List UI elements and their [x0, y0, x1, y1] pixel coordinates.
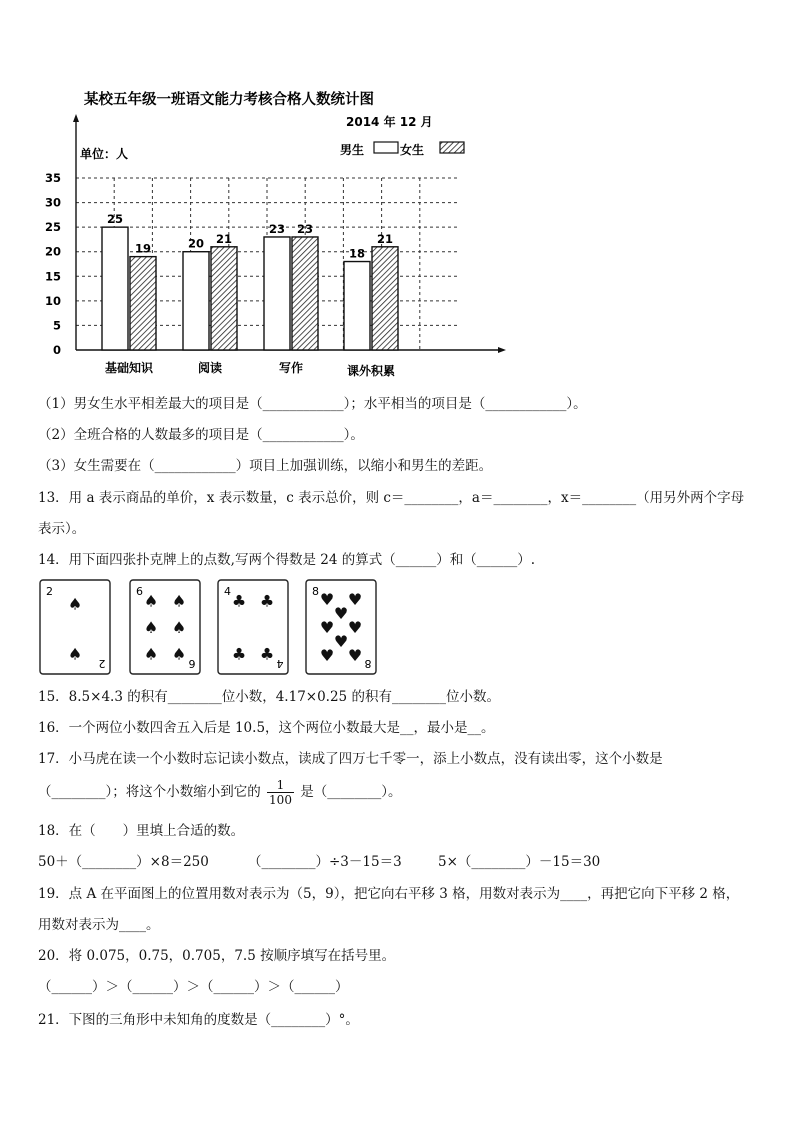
bar-value-label: 21	[376, 231, 394, 246]
card-suit-pip: ♣	[231, 591, 247, 611]
q17-line2-start: （________）；将这个小数缩小到它的	[38, 784, 261, 800]
q12-part3: （3）女生需要在（____________）项目上加强训练，以缩小和男生的差距。	[38, 458, 493, 474]
card-rank-inverted: 6	[188, 657, 196, 670]
card-suit-pip: ♥	[347, 589, 363, 609]
q14-text: 14．用下面四张扑克牌上的点数,写两个得数是 24 的算式（______）和（______）.	[38, 552, 536, 568]
card-suit-pip: ♥	[333, 632, 349, 652]
bar-male	[183, 252, 209, 350]
bar-male	[344, 262, 370, 350]
q18-equation-2: （________）÷3－15＝3	[248, 854, 402, 870]
y-tick-label: 25	[44, 220, 61, 235]
y-tick-label: 30	[44, 195, 61, 210]
card-suit-pip: ♠	[143, 644, 159, 664]
x-tick-label: 课外积累	[346, 364, 396, 378]
card-suit-pip: ♣	[231, 644, 247, 664]
bar-chart	[38, 82, 518, 382]
card-suit-pip: ♥	[319, 646, 335, 666]
fraction-one-hundredth	[267, 778, 294, 807]
card-suit-pip: ♠	[171, 644, 187, 664]
card-suit-pip: ♣	[259, 644, 275, 664]
q17-line2	[38, 778, 402, 807]
bar-value-label: 23	[268, 221, 286, 236]
x-tick-label: 阅读	[197, 361, 223, 375]
q19-line1: 19．点 A 在平面图上的位置用数对表示为（5，9），把它向右平移 3 格，用数对表示为____，再把它向下平移 2 格，	[38, 886, 740, 902]
y-axis-arrow	[73, 114, 79, 122]
bar-female	[292, 237, 318, 350]
legend-male-swatch	[374, 142, 398, 153]
chart-unit-label: 单位：人	[80, 147, 129, 161]
q13-line2: 表示）。	[38, 521, 86, 537]
y-tick-label: 35	[44, 171, 61, 185]
card-rank-inverted: 4	[276, 657, 284, 670]
card-suit-pip: ♥	[333, 603, 349, 623]
bar-male	[102, 227, 128, 350]
q18-line1: 18．在（ ）里填上合适的数。	[38, 823, 245, 839]
q17-line1: 17．小马虎在读一个小数时忘记读小数点，读成了四万七千零一，添上小数点，没有读出零，这个小数是	[38, 751, 663, 767]
card-suit-pip: ♥	[319, 618, 335, 637]
bar-value-label: 18	[348, 246, 366, 261]
y-tick-label: 10	[44, 293, 61, 308]
card-suit-pip: ♠	[67, 594, 83, 614]
q13-line1: 13．用 a 表示商品的单价，x 表示数量，c 表示总价，则 c＝________，a＝________，x＝________（用另外两个字母	[38, 490, 745, 506]
q20-line1: 20．将 0.075，0.75，0.705，7.5 按顺序填写在括号里。	[38, 948, 396, 964]
y-tick-label: 0	[52, 343, 61, 357]
q20-line2: （______）＞（______）＞（______）＞（______）	[38, 979, 349, 995]
card-suit-pip: ♠	[171, 591, 187, 611]
bar-value-label: 23	[296, 221, 314, 236]
y-tick-label: 5	[52, 318, 61, 333]
x-tick-label: 基础知识	[104, 361, 154, 375]
q15-text: 15．8.5×4.3 的积有________位小数，4.17×0.25 的积有________位小数。	[38, 689, 500, 705]
bar-value-label: 25	[106, 212, 124, 227]
playing-cards	[38, 578, 398, 678]
card-rank-inverted: 8	[364, 657, 372, 670]
card-rank: 2	[46, 585, 53, 598]
q16-text: 16．一个两位小数四舍五入后是 10.5，这个两位小数最大是__，最小是__。	[38, 720, 495, 736]
legend-female-swatch	[440, 142, 464, 153]
card-suit-pip: ♥	[319, 589, 335, 609]
bar-value-label: 19	[134, 241, 152, 256]
legend-female-label: 女生	[400, 143, 425, 157]
y-tick-label: 15	[44, 269, 61, 284]
legend-male-label: 男生	[340, 143, 365, 157]
bar-value-label: 20	[187, 236, 205, 251]
card-rank-inverted: 2	[98, 657, 106, 670]
fraction-numerator: 1	[267, 778, 294, 793]
card-rank: 6	[136, 585, 143, 598]
q12-part2: （2）全班合格的人数最多的项目是（____________）。	[38, 427, 364, 443]
q18-equation-3: 5×（________）－15＝30	[438, 854, 601, 870]
chart-title: 某校五年级一班语文能力考核合格人数统计图	[84, 92, 374, 108]
q18-equation-1: 50＋（________）×8＝250	[38, 854, 209, 870]
fraction-denominator: 100	[269, 793, 292, 807]
q19-line2: 用数对表示为____。	[38, 917, 160, 933]
card-suit-pip: ♥	[347, 618, 363, 637]
card-rank: 8	[312, 585, 319, 598]
q21-text: 21．下图的三角形中未知角的度数是（________）°。	[38, 1012, 359, 1028]
card-suit-pip: ♣	[259, 591, 275, 611]
card-suit-pip: ♠	[67, 644, 83, 664]
x-axis-arrow	[498, 347, 506, 353]
y-tick-label: 20	[44, 244, 61, 259]
x-tick-label: 写作	[278, 361, 304, 375]
bar-female	[130, 257, 156, 350]
bar-female	[372, 247, 398, 350]
card-suit-pip: ♥	[347, 646, 363, 666]
bar-male	[264, 237, 290, 350]
card-suit-pip: ♠	[143, 591, 159, 611]
card-rank: 4	[224, 585, 231, 598]
bar-female	[211, 247, 237, 350]
card-suit-pip: ♠	[143, 618, 159, 637]
chart-subtitle: 2014 年 12 月	[346, 115, 433, 129]
q17-line2-end: 是（________）。	[300, 784, 402, 800]
q12-part1: （1）男女生水平相差最大的项目是（____________）；水平相当的项目是（____________）。	[38, 396, 587, 412]
bar-value-label: 21	[215, 231, 233, 246]
card-suit-pip: ♠	[171, 618, 187, 637]
